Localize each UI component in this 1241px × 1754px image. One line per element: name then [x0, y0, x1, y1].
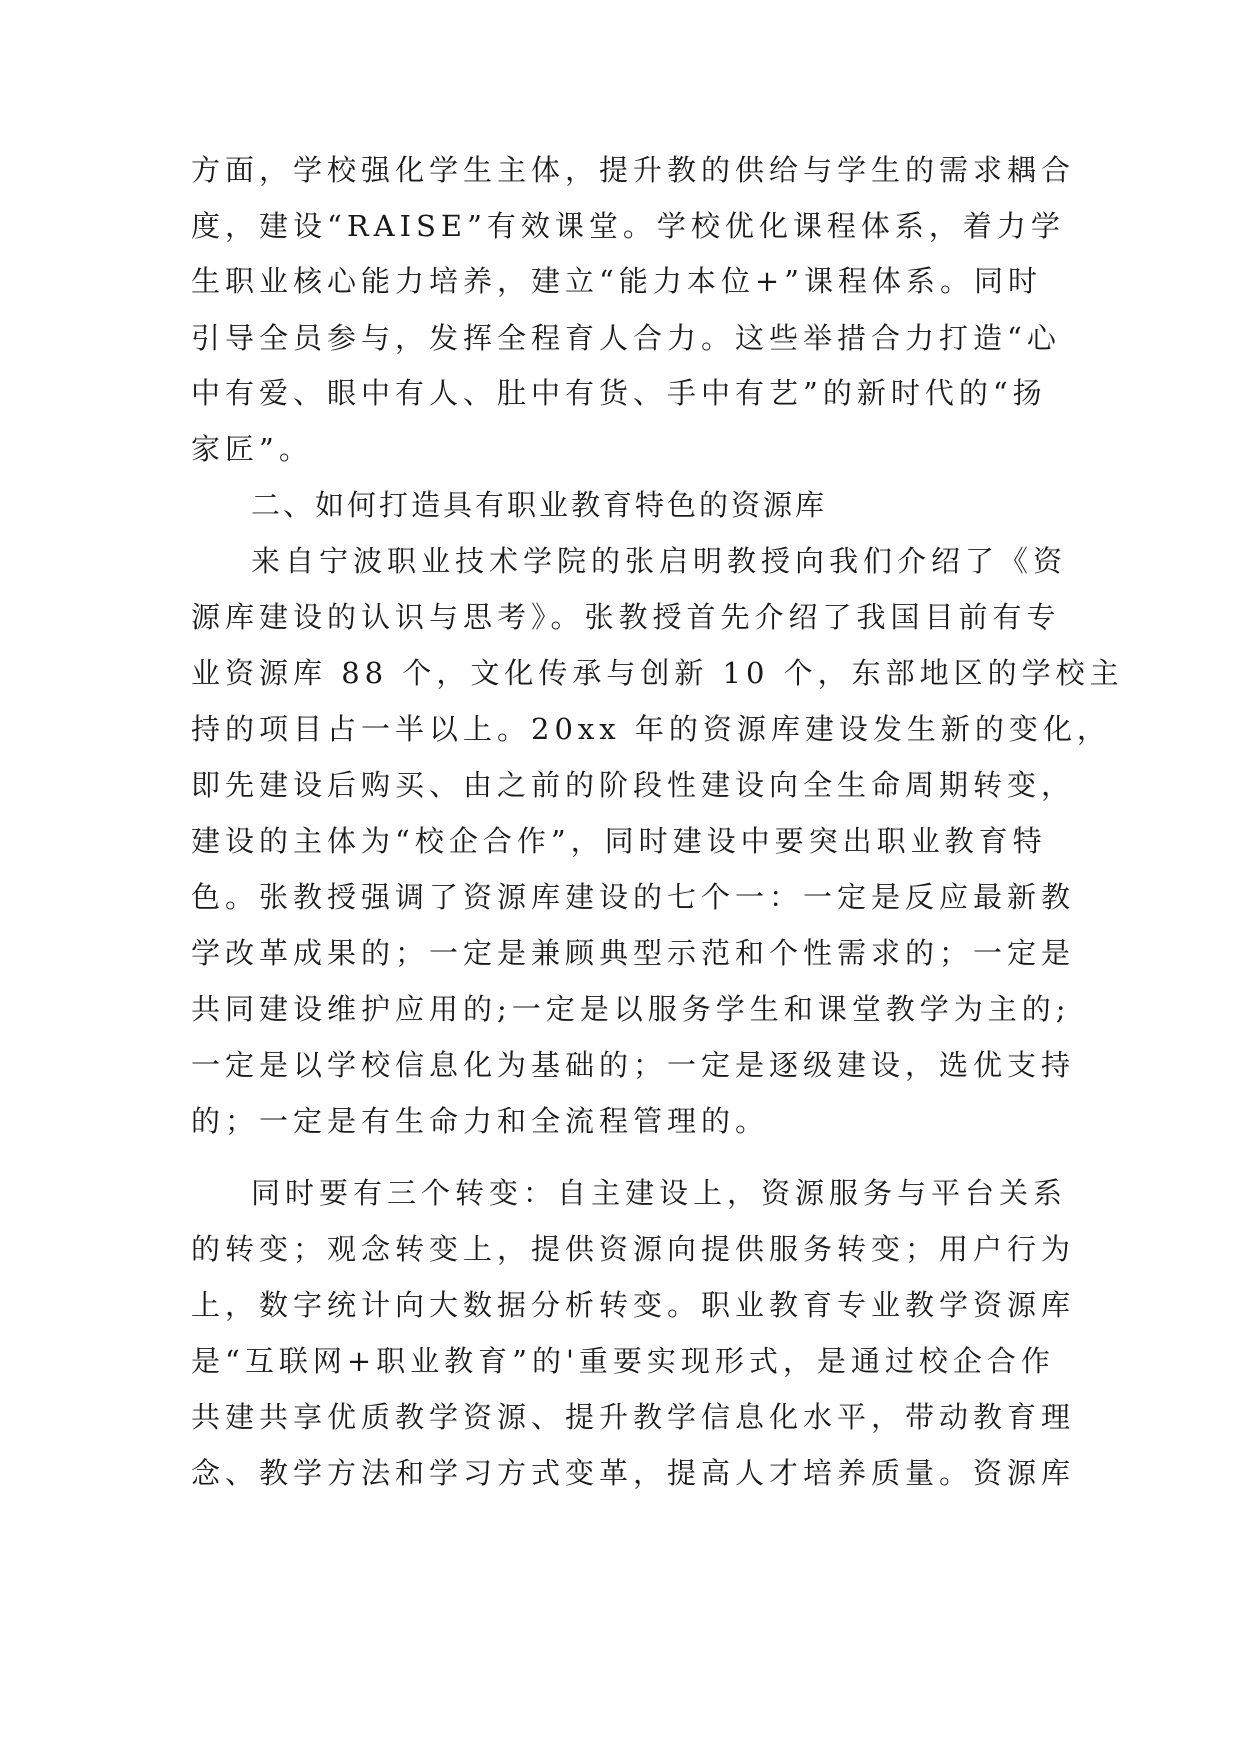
text-line: 是“互联网+职业教育”的'重要实现形式，是通过校企合作 [191, 1344, 1055, 1378]
text-line: 共同建设维护应用的;一定是以服务学生和课堂教学为主的; [191, 992, 1071, 1026]
text-line: 念、教学方法和学习方式变革，提高人才培养质量。资源库 [191, 1456, 1076, 1490]
text-line: 的转变；观念转变上，提供资源向提供服务转变；用户行为 [191, 1232, 1076, 1266]
text-line: 一定是以学校信息化为基础的；一定是逐级建设，选优支持 [191, 1048, 1076, 1082]
text-line: 家匠”。 [191, 432, 313, 466]
text-line: 同时要有三个转变：自主建设上，资源服务与平台关系 [251, 1176, 1068, 1210]
section-heading: 二、如何打造具有职业教育特色的资源库 [251, 488, 828, 522]
text-line: 方面，学校强化学生主体，提升教的供给与学生的需求耦合 [191, 153, 1076, 187]
text-line: 的；一定是有生命力和全流程管理的。 [191, 1104, 770, 1138]
text-line: 建设的主体为“校企合作”，同时建设中要突出职业教育特 [191, 824, 1047, 858]
text-line: 即先建设后购买、由之前的阶段性建设向全生命周期转变， [191, 768, 1076, 802]
text-line: 持的项目占一半以上。20xx 年的资源库建设发生新的变化， [191, 712, 1111, 746]
text-line: 色。张教授强调了资源库建设的七个一：一定是反应最新教 [191, 880, 1076, 914]
text-line: 引导全员参与，发挥全程育人合力。这些举措合力打造“心 [191, 321, 1061, 355]
text-line: 来自宁波职业技术学院的张启明教授向我们介绍了《资 [251, 544, 1068, 578]
text-line: 源库建设的认识与思考》。张教授首先介绍了我国目前有专 [191, 600, 1061, 634]
text-line: 上，数字统计向大数据分析转变。职业教育专业教学资源库 [191, 1288, 1076, 1322]
text-line: 学改革成果的；一定是兼顾典型示范和个性需求的；一定是 [191, 936, 1076, 970]
text-line: 中有爱、眼中有人、肚中有货、手中有艺”的新时代的“扬 [191, 376, 1047, 410]
text-line: 业资源库 88 个，文化传承与创新 10 个，东部地区的学校主 [191, 656, 1124, 690]
text-line: 生职业核心能力培养，建立“能力本位+”课程体系。同时 [191, 264, 1042, 298]
text-line: 共建共享优质教学资源、提升教学信息化水平，带动教育理 [191, 1400, 1076, 1434]
text-line: 度，建设“RAISE”有效课堂。学校优化课程体系，着力学 [191, 209, 1065, 243]
